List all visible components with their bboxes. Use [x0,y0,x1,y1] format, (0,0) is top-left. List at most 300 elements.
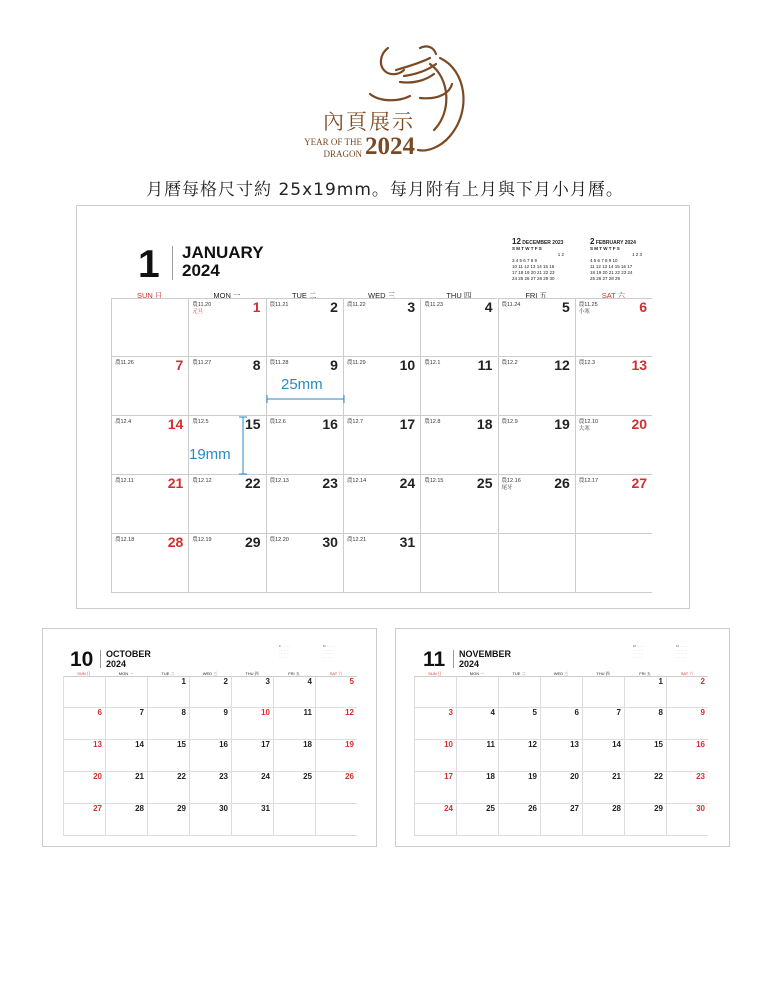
calendar-day-cell [414,676,456,708]
calendar-day-cell [498,740,540,772]
mini-row: 11 12 13 14 15 16 17 [590,264,633,269]
lunar-date: 農12.18 [115,537,135,543]
lunar-date: 農12.5 [192,419,209,425]
logo-title: 內頁展示 [323,110,415,134]
november-month-title [459,649,511,669]
day-number: 14 [167,416,184,432]
day-number: 13 [93,740,102,749]
calendar-day-cell [575,534,652,593]
weekday-label: WED 三 [202,671,218,676]
calendar-day-cell [456,804,498,836]
lunar-date: 農12.14 [346,478,367,484]
calendar-day-cell [147,676,189,708]
day-number: 27 [631,475,648,491]
calendar-day-cell [189,740,231,772]
day-number: 2 [700,677,705,686]
calendar-day-cell [273,772,315,804]
measure-height-label: 19mm [189,446,231,463]
day-number: 10 [444,740,453,749]
calendar-day-cell [420,475,497,534]
day-number: 20 [631,416,648,432]
calendar-day-cell [456,708,498,740]
day-number: 4 [307,677,312,686]
day-number: 8 [658,708,663,717]
day-number: 6 [639,299,648,315]
calendar-day-cell [266,416,343,475]
lunar-date: 農12.13 [269,478,289,484]
calendar-day-cell [315,708,357,740]
calendar-day-cell [582,772,624,804]
mini-row: · · · · · · · [323,652,334,655]
day-number: 17 [399,416,416,432]
mini-row: · · · · · · · [633,648,644,652]
calendar-day-cell [624,772,666,804]
weekday-label: FRI 五 [288,671,300,676]
day-number: 25 [486,804,495,813]
calendar-day-cell [63,676,105,708]
calendar-day-cell [540,740,582,772]
logo-year: 2024 [365,133,415,160]
weekday-label: SAT 六 [601,291,626,300]
calendar-day-cell [231,772,273,804]
day-number: 16 [322,416,338,432]
weekday-label: MON 一 [118,671,134,676]
day-number: 11 [303,708,312,717]
lunar-date: 農12.16 [501,478,521,484]
holiday-note: 元旦 [192,309,204,315]
october-mini-calendars [279,645,315,659]
day-number: 28 [612,804,621,813]
calendar-day-cell [582,804,624,836]
day-number: 10 [399,357,416,373]
calendar-day-cell [498,772,540,804]
january-month-title [182,244,264,280]
day-number: 16 [696,740,705,749]
calendar-day-cell [111,416,188,475]
day-number: 30 [322,534,338,550]
logo-line-2: DRAGON [323,149,362,159]
mini-row: · · · · · · · [323,655,334,659]
lunar-date: 農11.23 [424,302,444,308]
day-number: 21 [612,772,621,781]
calendar-day-cell [343,475,420,534]
mini-next-days: S M T W T F S [590,246,620,251]
calendar-day-cell [498,298,575,357]
calendar-day-cell [414,708,456,740]
calendar-day-cell [540,804,582,836]
calendar-day-cell [414,740,456,772]
lunar-date: 農11.20 [192,302,212,308]
day-number: 25 [303,772,312,781]
mini-row: 9 · · · · · · · [279,645,292,648]
lunar-date: 農11.25 [578,302,598,308]
day-number: 3 [448,708,453,717]
calendar-day-cell [188,298,265,357]
day-number: 15 [654,740,663,749]
day-number: 12 [528,740,537,749]
day-number: 30 [219,804,228,813]
calendar-day-cell [420,357,497,416]
logo-tagline [302,136,362,160]
day-number: 21 [167,475,184,491]
calendar-day-cell [414,804,456,836]
calendar-day-cell [498,804,540,836]
calendar-day-cell [343,416,420,475]
weekday-label: MON 一 [213,291,241,300]
calendar-day-cell [343,357,420,416]
day-number: 29 [654,804,663,813]
november-mini-calendars [633,645,669,659]
mini-row: · · · · · · · [279,655,290,659]
mini-row: · · · · · · · [633,655,644,659]
calendar-day-cell [231,708,273,740]
measure-width-line [266,394,346,404]
day-number: 13 [570,740,579,749]
calendar-day-cell [147,740,189,772]
lunar-date: 農11.28 [269,360,289,366]
calendar-day-cell [315,676,357,708]
lunar-date: 農12.6 [269,419,286,425]
mini-row: · · · · · · · [323,648,334,652]
calendar-day-cell [624,708,666,740]
weekday-label: SUN 日 [77,671,91,676]
october-mini-calendars-2 [323,645,359,659]
day-number: 2 [330,299,338,315]
calendar-day-cell [666,740,708,772]
day-number: 23 [219,772,228,781]
lunar-date: 農12.20 [269,537,289,543]
mini-calendar-prev [512,239,564,282]
calendar-day-cell [624,676,666,708]
mini-row: 10 11 12 13 14 15 16 [512,264,555,269]
lunar-date: 農12.19 [192,537,212,543]
day-number: 28 [167,534,184,550]
day-number: 19 [554,416,570,432]
day-number: 14 [135,740,144,749]
day-number: 18 [476,416,493,432]
month-divider [100,650,101,668]
calendar-day-cell [666,772,708,804]
calendar-day-cell [456,740,498,772]
lunar-date: 農12.15 [424,478,444,484]
calendar-day-cell [189,772,231,804]
weekday-label: TUE 二 [512,671,526,676]
weekday-label: THU 四 [245,671,259,676]
day-number: 21 [135,772,144,781]
mini-row: 24 25 26 27 28 29 30 [512,276,555,281]
mini-row: 12 · · · · · · [676,645,689,648]
calendar-day-cell [498,416,575,475]
day-number: 18 [303,740,312,749]
day-number: 6 [97,708,102,717]
calendar-day-cell [188,475,265,534]
day-number: 29 [245,534,261,550]
day-number: 24 [399,475,416,491]
calendar-day-cell [273,708,315,740]
day-number: 1 [252,299,261,315]
calendar-day-cell [105,740,147,772]
day-number: 13 [631,357,648,373]
day-number: 8 [252,357,261,373]
calendar-day-cell [111,298,188,357]
day-number: 8 [181,708,186,717]
day-number: 3 [407,299,416,315]
mini-prev-rows [512,252,564,282]
lunar-date: 農12.10 [578,419,599,425]
calendar-day-cell [105,708,147,740]
day-number: 26 [554,475,570,491]
mini-row: 18 19 20 21 22 23 24 [590,270,633,275]
calendar-day-cell [498,475,575,534]
calendar-day-cell [147,708,189,740]
calendar-day-cell [498,708,540,740]
lunar-date: 農12.2 [501,360,518,366]
mini-next-label: FEBRUARY 2024 [595,240,636,246]
weekday-label: SAT 六 [680,671,694,676]
lunar-date: 農11.27 [192,360,212,366]
january-name: JANUARY [182,243,264,262]
calendar-day-cell [575,416,652,475]
calendar-day-cell [188,357,265,416]
day-number: 30 [696,804,705,813]
calendar-day-cell [456,676,498,708]
october-year: 2024 [106,659,127,669]
mini-row: · · · · · · · [676,648,687,652]
november-month-number: 11 [423,648,446,671]
mini-prev-num: 12 [512,237,521,246]
mini-next-header [590,239,642,246]
november-mini-calendars-2 [676,645,712,659]
day-number: 19 [528,772,537,781]
calendar-day-cell [420,298,497,357]
calendar-day-cell [343,298,420,357]
november-name: NOVEMBER [459,649,512,659]
day-number: 14 [612,740,621,749]
mini-row: 4 5 6 7 8 9 10 [590,258,618,263]
lunar-date: 農12.11 [115,478,134,484]
day-number: 25 [476,475,493,491]
day-number: 20 [570,772,579,781]
calendar-day-cell [575,475,652,534]
calendar-day-cell [540,676,582,708]
day-number: 16 [219,740,228,749]
calendar-day-cell [315,772,357,804]
calendar-day-cell [266,475,343,534]
january-year: 2024 [182,261,220,280]
day-number: 26 [528,804,537,813]
day-number: 12 [554,357,570,373]
day-number: 3 [265,677,270,686]
calendar-day-cell [111,475,188,534]
lunar-date: 農12.7 [346,419,364,425]
day-number: 27 [570,804,579,813]
mini-row: 3 4 5 6 7 8 9 [512,258,538,263]
day-number: 26 [345,772,354,781]
weekday-label: TUE 二 [291,291,317,300]
lunar-date: 農11.26 [115,360,134,366]
day-number: 4 [490,708,495,717]
calendar-day-cell [575,298,652,357]
lunar-date: 農11.24 [501,302,521,308]
day-number: 5 [562,299,570,315]
day-number: 22 [245,475,261,491]
mini-row: · · · · · · · [279,652,290,655]
day-number: 22 [654,772,663,781]
day-number: 11 [477,357,493,373]
calendar-day-cell [624,804,666,836]
calendar-day-cell [420,534,497,593]
calendar-day-cell [231,804,273,836]
holiday-note: 大寒 [578,426,590,432]
calendar-day-cell [231,676,273,708]
weekday-label: SUN 日 [136,291,163,300]
day-number: 5 [532,708,537,717]
lunar-date: 農12.12 [192,478,212,484]
calendar-day-cell [147,772,189,804]
mini-row: · · · · · · · [279,648,290,652]
calendar-day-cell [666,708,708,740]
holiday-note: 小寒 [578,309,590,315]
calendar-day-cell [189,804,231,836]
weekday-label: WED 三 [553,671,569,676]
calendar-day-cell [414,772,456,804]
mini-row: · · · · · · · [633,652,644,655]
lunar-date: 農12.1 [424,360,441,366]
day-number: 9 [223,708,228,717]
january-month-number: 1 [138,243,160,286]
calendar-day-cell [315,804,357,836]
day-number: 22 [177,772,186,781]
calendar-day-cell [575,357,652,416]
calendar-day-cell [105,772,147,804]
calendar-day-cell [147,804,189,836]
mini-row: 17 18 19 20 21 22 23 [512,270,555,275]
day-number: 9 [700,708,705,717]
day-number: 31 [399,534,416,550]
day-number: 6 [574,708,579,717]
day-number: 7 [175,357,184,373]
calendar-day-cell [63,708,105,740]
lunar-date: 農12.8 [424,419,441,425]
measure-width-label: 25mm [281,376,323,393]
weekday-label: THU 四 [446,291,472,300]
october-month-title [106,649,151,669]
calendar-day-cell [105,804,147,836]
measure-height-line [238,416,248,476]
day-number: 29 [177,804,186,813]
calendar-day-cell [582,740,624,772]
calendar-day-cell [315,740,357,772]
weekday-label: SAT 六 [329,671,343,676]
day-number: 1 [658,677,663,686]
weekday-label: FRI 五 [525,291,547,300]
calendar-day-cell [273,804,315,836]
lunar-date: 農11.21 [269,302,289,308]
mini-prev-header [512,239,564,246]
mini-prev-days: S M T W T F S [512,246,542,251]
calendar-day-cell [63,804,105,836]
october-grid [63,676,357,836]
day-number: 19 [345,740,354,749]
october-month-number: 10 [70,648,94,671]
calendar-day-cell [624,740,666,772]
day-number: 20 [93,772,102,781]
day-number: 24 [444,804,453,813]
mini-row: 10 · · · · · · [633,645,646,648]
day-number: 28 [135,804,144,813]
page-subtitle: 月曆每格尺寸約 25x19mm。每月附有上月與下月小月曆。 [146,180,624,200]
calendar-day-cell [666,804,708,836]
day-number: 12 [345,708,354,717]
calendar-day-cell [666,676,708,708]
weekday-label: MON 一 [469,671,485,676]
calendar-day-cell [582,676,624,708]
november-grid [414,676,708,836]
calendar-day-cell [343,534,420,593]
calendar-day-cell [189,676,231,708]
calendar-day-cell [273,676,315,708]
weekday-label: TUE 二 [161,671,175,676]
calendar-day-cell [582,708,624,740]
day-number: 23 [696,772,705,781]
day-number: 23 [322,475,338,491]
mini-row: · · · · · · · [676,652,687,655]
mini-next-num: 2 [590,237,595,246]
calendar-day-cell [498,534,575,593]
month-divider [453,650,454,668]
calendar-day-cell [189,708,231,740]
mini-next-rows [590,252,642,282]
calendar-day-cell [266,534,343,593]
calendar-day-cell [540,772,582,804]
calendar-day-cell [63,740,105,772]
lunar-date: 農12.21 [346,537,367,543]
lunar-date: 農11.22 [346,302,366,308]
day-number: 24 [261,772,270,781]
logo-line-1: YEAR OF THE [304,137,362,147]
calendar-day-cell [498,676,540,708]
day-number: 31 [261,804,270,813]
day-number: 17 [444,772,453,781]
mini-row: 1 2 [557,252,564,257]
calendar-day-cell [111,357,188,416]
mini-calendar-next [590,239,642,282]
day-number: 11 [486,740,495,749]
lunar-date: 農11.29 [346,360,366,366]
day-number: 10 [261,708,270,717]
day-number: 1 [181,677,186,686]
day-number: 18 [486,772,495,781]
weekday-label: SUN 日 [428,671,442,676]
mini-row: 11 · · · · · · [323,645,336,648]
lunar-date: 農12.3 [578,360,596,366]
day-number: 15 [245,416,261,432]
day-number: 5 [349,677,354,686]
mini-row: 25 26 27 28 29 [590,276,621,281]
calendar-day-cell [273,740,315,772]
day-number: 2 [223,677,228,686]
calendar-day-cell [63,772,105,804]
lunar-date: 農12.4 [115,419,132,425]
day-number: 7 [616,708,621,717]
mini-prev-label: DECEMBER 2023 [522,240,564,246]
month-divider [172,246,173,280]
october-name: OCTOBER [106,649,151,659]
calendar-day-cell [266,298,343,357]
weekday-label: FRI 五 [639,671,651,676]
day-number: 15 [177,740,186,749]
calendar-day-cell [111,534,188,593]
